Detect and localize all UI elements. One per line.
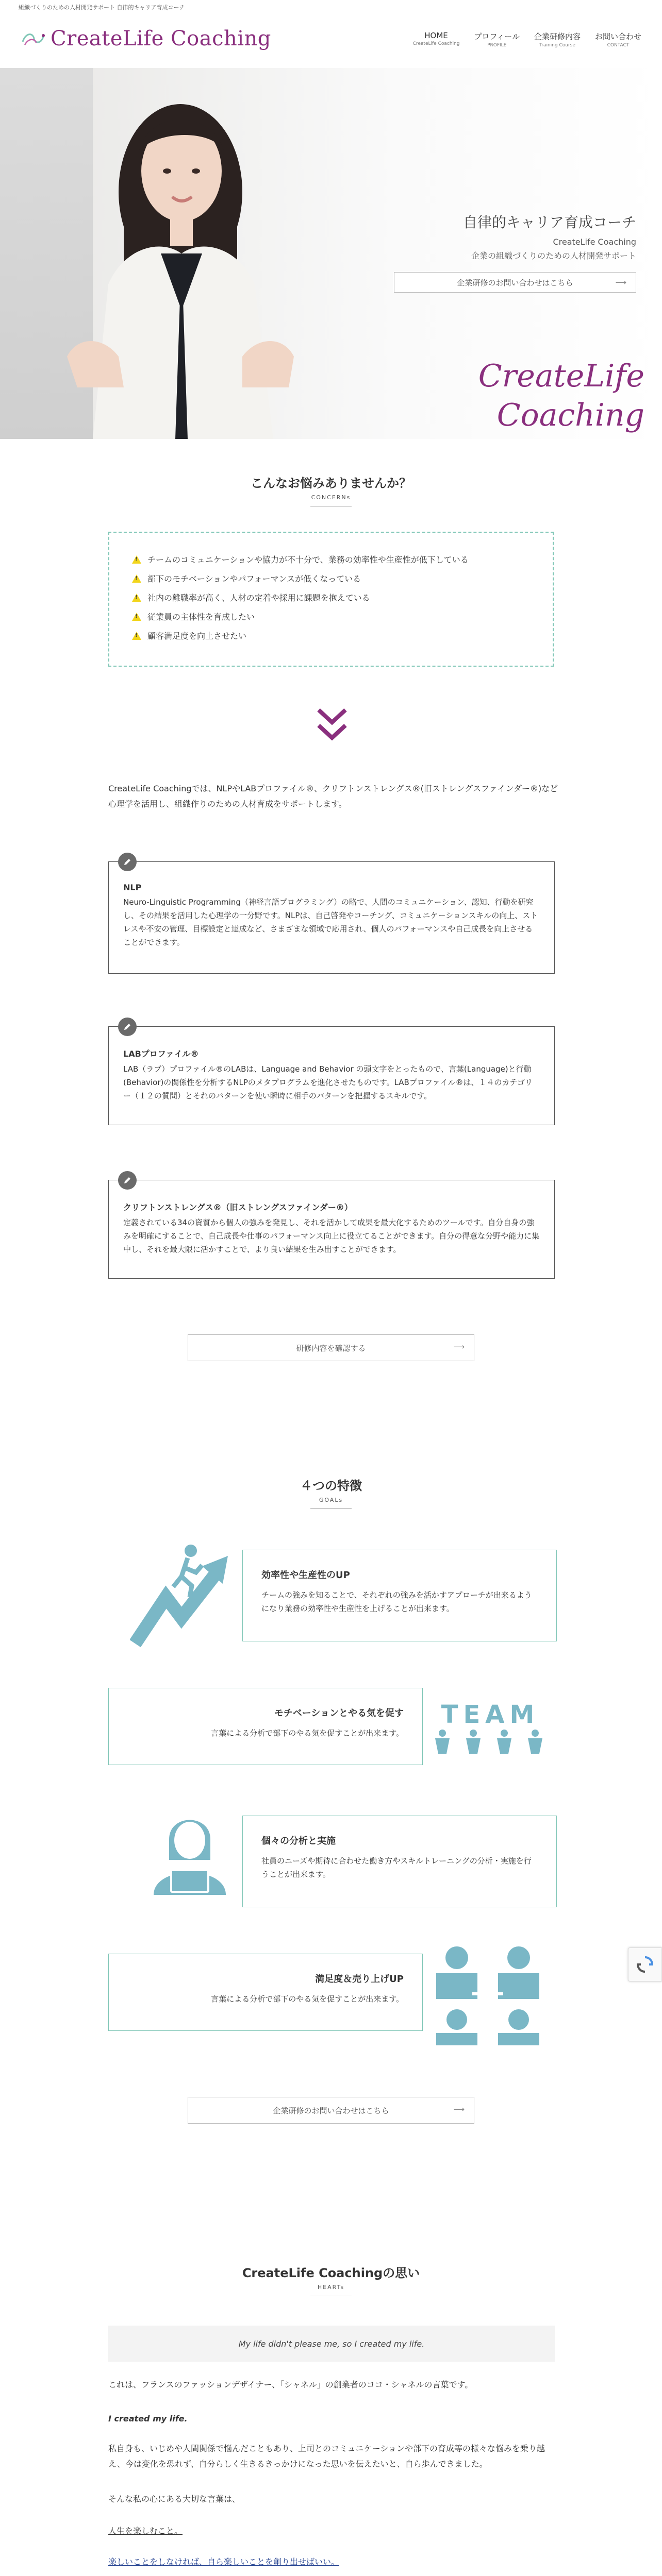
training-content-button[interactable] xyxy=(188,1334,474,1361)
site-header xyxy=(0,11,662,68)
hearts-en: HEARTs xyxy=(317,2284,345,2291)
nav-home-sub: CreateLife Coaching xyxy=(412,41,460,46)
concern-text: チームのコミュニケーションや協力が不十分で、業務の効率性や生産性が低下している xyxy=(147,555,469,565)
list-item xyxy=(132,553,530,565)
hero-script-line1: CreateLife xyxy=(478,358,644,394)
intro-text: CreateLife Coachingでは、NLPやLABプロファイル®、クリフトンストレングス®(旧ストレングスファインダー®)など心理学を活用し、組織作りのための人材育成をサポートします。 xyxy=(108,784,558,809)
hero-script-logo xyxy=(478,357,644,435)
nav-training-label: 企業研修内容 xyxy=(534,32,581,41)
feature-body: チームの強みを知ることで、それぞれの強みを活かすアプローチが出来るようになり業務の効率性や生産性を上げることが出来ます。 xyxy=(261,1590,532,1613)
feature-card xyxy=(242,1816,557,1907)
hero-contact-button[interactable] xyxy=(394,272,636,293)
hero-coach-photo xyxy=(46,68,315,439)
team-word: TEAM xyxy=(441,1700,540,1729)
feature-title: モチベーションとやる気を促す xyxy=(274,1708,404,1719)
features-en: GOALs xyxy=(319,1497,343,1503)
features-title: ４つの特徴 xyxy=(300,1479,362,1493)
concerns-en: CONCERNs xyxy=(311,494,351,501)
operator-icon xyxy=(148,1803,231,1896)
feature-card xyxy=(108,1688,423,1765)
arrow-right-icon: ⟶ xyxy=(453,2105,465,2114)
feature-title: 満足度＆売り上げUP xyxy=(315,1974,404,1985)
handshake-people-icon xyxy=(426,1942,550,2045)
team-people-icon xyxy=(426,1729,555,1755)
feature-title: 個々の分析と実施 xyxy=(261,1836,336,1846)
features-contact-button[interactable] xyxy=(188,2097,474,2124)
method-body: 定義されている34の資質から個人の強みを発見し、それを活かして成果を最大化するためのツールです。自分自身の強みを明確にすることで、自己成長や仕事のパフォーマンス向上に役立てることができます。自分の得意な分野や能力に集中し、それを最大限に活かすことで、より良い結果を生み出すことができます。 xyxy=(123,1218,540,1254)
hearts-p1: これは、フランスのファッションデザイナー、「シャネル」の創業者のココ・シャネルの言葉です。 xyxy=(108,2380,473,2389)
concern-text: 顧客満足度を向上させたい xyxy=(147,631,247,641)
concerns-list xyxy=(108,532,554,667)
nav-training[interactable] xyxy=(534,31,581,48)
method-nlp xyxy=(108,861,555,974)
warning-icon xyxy=(132,594,141,602)
features-contact-label: 企業研修のお問い合わせはこちら xyxy=(273,2106,389,2115)
hero-title: 自律的キャリア育成コーチ xyxy=(462,214,636,231)
feature-body: 言葉による分析で部下のやる気を促すことが出来ます。 xyxy=(211,1994,404,2004)
concerns-title: こんなお悩みありませんか？ xyxy=(251,476,411,490)
nav-home[interactable] xyxy=(413,31,460,48)
hero-section xyxy=(0,68,662,439)
feature-card xyxy=(108,1954,423,2031)
growth-arrow-icon xyxy=(130,1540,240,1654)
warning-icon xyxy=(132,555,141,564)
list-item xyxy=(132,630,530,641)
logo-text: CreateLife Coaching xyxy=(51,27,271,50)
nav-contact-sub: CONTACT xyxy=(607,43,630,48)
recaptcha-icon xyxy=(636,1955,654,1974)
hero-contact-label: 企業研修のお問い合わせはこちら xyxy=(457,278,573,287)
list-item xyxy=(132,572,530,584)
top-tagline: 組織づくりのための人材開発サポート 自律的キャリア育成コーチ xyxy=(19,4,185,11)
warning-icon xyxy=(132,574,141,583)
arrow-right-icon: ⟶ xyxy=(453,1342,465,1351)
feature-title: 効率性や生産性のUP xyxy=(261,1570,350,1581)
site-logo[interactable] xyxy=(21,27,271,50)
nav-profile-sub: PROFILE xyxy=(487,43,507,48)
hearts-p6: 楽しいことをしなければ、自ら楽しいことを創り出せばいい。 xyxy=(108,2557,340,2567)
method-title: NLP xyxy=(123,883,142,892)
hearts-p4: そんな私の心にある大切な言葉は、 xyxy=(108,2494,241,2504)
nav-training-sub: Training Course xyxy=(539,43,575,48)
team-illustration xyxy=(426,1700,555,1757)
hearts-p5: 人生を楽しむこと。 xyxy=(108,2526,183,2536)
warning-icon xyxy=(132,613,141,621)
hero-subtitle: 企業の組織づくりのための人材開発サポート xyxy=(471,251,636,261)
feature-body: 社員のニーズや期待に合わせた働き方やスキルトレーニングの分析・実施を行うことが出来ます。 xyxy=(261,1856,532,1879)
list-item xyxy=(132,591,530,603)
nav-contact-label: お問い合わせ xyxy=(594,32,641,41)
features-heading xyxy=(0,1476,662,1509)
concern-text: 部下のモチベーションやパフォーマンスが低くなっている xyxy=(147,574,361,584)
nav-home-label: HOME xyxy=(424,31,448,40)
hero-script-line2: Coaching xyxy=(496,397,644,433)
list-item xyxy=(132,611,530,622)
hero-brand: CreateLife Coaching xyxy=(553,237,636,247)
feature-card xyxy=(242,1550,557,1641)
hearts-p3: 私自身も、いじめや人間関係で悩んだこともあり、上司とのコミュニケーションや部下の育成等の様々な悩みを乗り越え、今は変化を恐れず、自分らしく生きるきっかけになった思いを伝えたいと、自ら歩んできました。 xyxy=(108,2444,545,2469)
concern-text: 社内の離職率が高く、人材の定着や採用に課題を抱えている xyxy=(147,593,370,603)
hearts-title: CreateLife Coachingの思い xyxy=(242,2266,420,2280)
method-title: クリフトンストレングス®（旧ストレングスファインダー®） xyxy=(123,1202,353,1212)
method-clifton xyxy=(108,1180,555,1279)
method-title: LABプロファイル® xyxy=(123,1049,199,1059)
hearts-p2: I created my life. xyxy=(108,2414,188,2424)
feature-body: 言葉による分析で部下のやる気を促すことが出来ます。 xyxy=(211,1728,404,1738)
chevron-down-icon xyxy=(316,707,349,743)
warning-icon xyxy=(132,632,141,640)
method-body: LAB（ラブ）プロファイル®のLABは、Language and Behavior の頭文字をとったもので、言葉(Language)と行動(Behavior)の関係性を分析するNLPのメタプログラムを進化させたものです。LABプロファイル®は、１４のカテゴリー（１２の質問）とそれのパターンを使い瞬時に相手のパターンを把握するスキルです。 xyxy=(123,1064,533,1100)
training-content-label: 研修内容を確認する xyxy=(296,1343,366,1353)
concern-text: 従業員の主体性を育成したい xyxy=(147,612,255,622)
pencil-icon xyxy=(118,1171,137,1190)
main-nav xyxy=(413,31,641,48)
pencil-icon xyxy=(118,1018,137,1036)
method-lab xyxy=(108,1026,555,1125)
recaptcha-badge[interactable] xyxy=(628,1947,662,1981)
logo-swirl-icon xyxy=(21,29,45,48)
nav-profile[interactable] xyxy=(474,31,520,48)
method-body: Neuro-Linguistic Programming（神経言語プログラミング）の略で、人間のコミュニケーション、認知、行動を研究し、その結果を活用した心理学の一分野です。NLPは、自己啓発やコーチング、コミュニケーションスキルの向上、ストレスや不安の管理、目標設定と達成など、さまざまな領域で応用され、個人のパフォーマンスや自己成長を向上させることができます。 xyxy=(123,897,538,947)
nav-contact[interactable] xyxy=(595,31,641,48)
concerns-heading xyxy=(0,473,662,506)
hearts-heading xyxy=(0,2263,662,2296)
pencil-icon xyxy=(118,853,137,871)
nav-profile-label: プロフィール xyxy=(474,32,520,41)
chanel-quote: My life didn't please me, so I created my life. xyxy=(108,2326,555,2362)
arrow-right-icon: ⟶ xyxy=(615,278,626,287)
